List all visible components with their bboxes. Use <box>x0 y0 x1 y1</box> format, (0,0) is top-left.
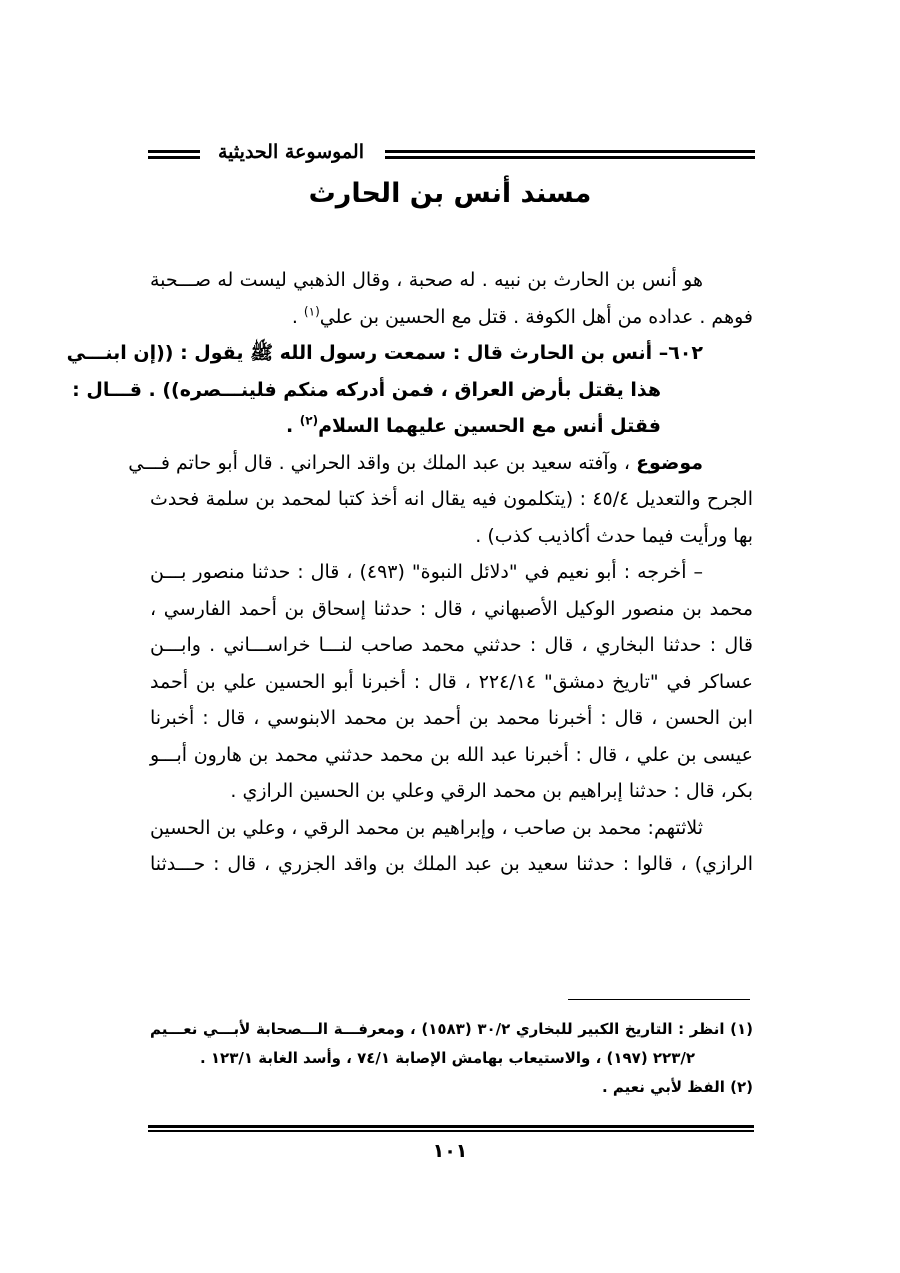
body-line-text: فوهم . عداده من أهل الكوفة . قتل مع الحسين بن علي <box>319 305 753 328</box>
body-line: الرازي) ، قالوا : حدثنا سعيد بن عبد الملك بن واقد الجزري ، قال : حـــدثنا <box>150 853 753 875</box>
body-line-text: ، وآفته سعيد بن عبد الملك بن واقد الحراني . قال أبو حاتم فـــي <box>128 451 631 474</box>
body-line: – أخرجه : أبو نعيم في "دلائل النبوة" (٤٩٣) ، قال : حدثنا منصور بـــن <box>150 561 703 583</box>
footnote-1-continued: ٢٢٣/٢ (١٩٧) ، والاستيعاب بهامش الإصابة ٧٤/١ ، وأسد الغابة ١٢٣/١ . <box>199 1049 695 1067</box>
body-line: محمد بن منصور الوكيل الأصبهاني ، قال : حدثنا إسحاق بن أحمد الفارسي ، <box>150 597 753 620</box>
body-line: عساكر في "تاريخ دمشق" ٢٢٤/١٤ ، قال : أخبرنا أبو الحسين علي بن أحمد <box>150 670 753 693</box>
footnote-1: (١) انظر : التاريخ الكبير للبخاري ٣٠/٢ (١٥٨٣) ، ومعرفـــة الـــصحابة لأبـــي نعـــيم <box>150 1020 753 1038</box>
footer-rule <box>148 1125 754 1132</box>
header-rule-short <box>148 150 200 159</box>
body-text <box>66 262 753 883</box>
body-line: ثلاثتهم: محمد بن صاحب ، وإبراهيم بن محمد الرقي ، وعلي بن الحسين <box>150 816 703 839</box>
hadith-line <box>150 408 753 445</box>
body-line: الجرح والتعديل ٤٥/٤ : (يتكلمون فيه يقال انه أخذ كتبا لمحمد بن سلمة فحدث <box>150 488 753 510</box>
chapter-title: مسند أنس بن الحارث <box>308 178 592 209</box>
body-line <box>128 445 753 482</box>
hadith-line-end: . <box>285 415 300 437</box>
footnote-2: (٢) الفظ لأبي نعيم . <box>601 1078 753 1096</box>
body-line: ابن الحسن ، قال : أخبرنا محمد بن أحمد بن محمد الابنوسي ، قال : أخبرنا <box>150 707 753 729</box>
hadith-line: ٦٠٢– أنس بن الحارث قال : سمعت رسول الله ﷺ يقول : ((إن ابنـــي <box>66 342 703 364</box>
hadith-line: هذا يقتل بأرض العراق ، فمن أدركه منكم فلينـــصره)) . قـــال : <box>72 378 661 401</box>
body-line <box>150 299 753 336</box>
header-rule-long <box>385 150 755 159</box>
running-header-title: الموسوعة الحديثية <box>218 141 364 163</box>
body-line: بها ورأيت فيما حدث أكاذيب كذب) . <box>475 524 753 547</box>
body-line-end: . <box>291 305 304 328</box>
footnotes <box>150 1015 753 1102</box>
body-line: قال : حدثنا البخاري ، قال : حدثني محمد صاحب لنـــا خراســـاني . وابـــن <box>150 634 753 656</box>
page-number: ١٠١ <box>432 1140 468 1162</box>
body-line: عيسى بن علي ، قال : أخبرنا عبد الله بن محمد حدثني محمد بن هارون أبـــو <box>150 743 753 766</box>
grading-word: موضوع <box>636 451 703 474</box>
footnote-ref-2[interactable]: (٢) <box>299 413 319 428</box>
hadith-line-text: فقتل أنس مع الحسين عليهما السلام <box>318 415 661 437</box>
body-line: بكر، قال : حدثنا إبراهيم بن محمد الرقي وعلي بن الحسين الرازي . <box>230 780 753 802</box>
footnote-ref-1[interactable]: (١) <box>303 304 320 319</box>
footnote-separator <box>568 999 750 1000</box>
body-line: هو أنس بن الحارث بن نبيه . له صحبة ، وقال الذهبي ليست له صـــحبة <box>150 269 703 291</box>
